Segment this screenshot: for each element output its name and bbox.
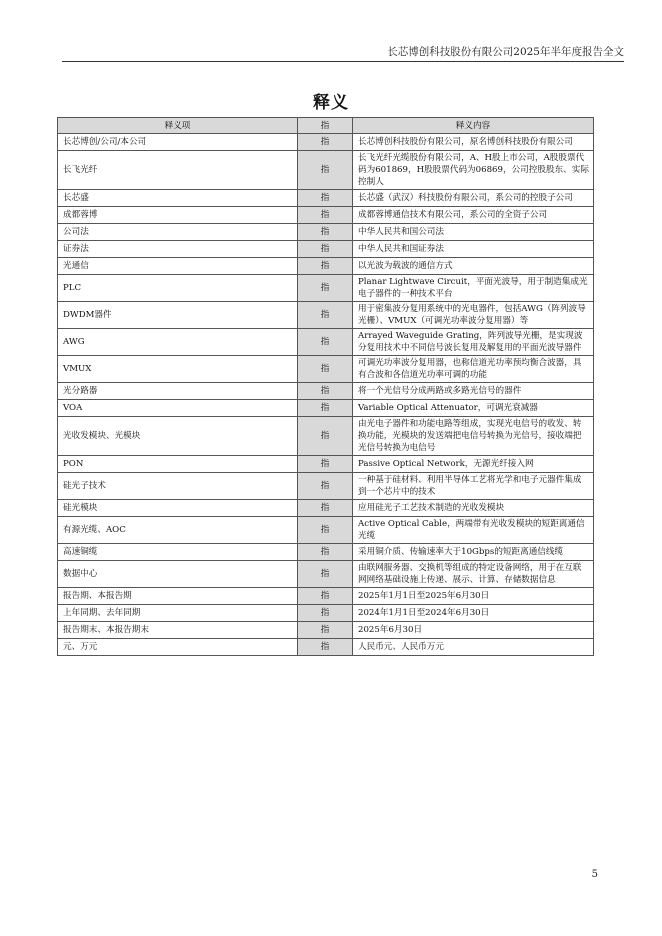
- table-row: [58, 400, 594, 417]
- term-cell: 公司法: [58, 224, 298, 241]
- page-header: 长芯博创科技股份有限公司2025年半年度报告全文: [387, 46, 624, 58]
- term-cell: 硅光子技术: [58, 473, 298, 500]
- term-cell: 长芯盛: [58, 190, 298, 207]
- definition-cell: 人民币元、人民币万元: [353, 639, 594, 656]
- definition-cell: 用于密集波分复用系统中的光电器件，包括AWG（阵列波导光栅）、VMUX（可调光功率波分复用器）等: [353, 302, 594, 329]
- table-row: [58, 356, 594, 383]
- refers-cell: 指: [298, 207, 353, 224]
- term-cell: 高速铜缆: [58, 544, 298, 561]
- definition-cell: 2025年6月30日: [353, 622, 594, 639]
- refers-cell: 指: [298, 588, 353, 605]
- term-cell: DWDM器件: [58, 302, 298, 329]
- table-row: [58, 207, 594, 224]
- refers-cell: 指: [298, 383, 353, 400]
- definition-cell: 以光波为载波的通信方式: [353, 258, 594, 275]
- definition-cell: 2025年1月1日至2025年6月30日: [353, 588, 594, 605]
- refers-cell: 指: [298, 356, 353, 383]
- refers-cell: 指: [298, 275, 353, 302]
- term-cell: 成都蓉博: [58, 207, 298, 224]
- refers-cell: 指: [298, 151, 353, 190]
- term-cell: 证券法: [58, 241, 298, 258]
- table-body: [58, 134, 594, 656]
- table-row: [58, 151, 594, 190]
- definition-cell: Variable Optical Attenuator，可调光衰减器: [353, 400, 594, 417]
- table-row: [58, 224, 594, 241]
- term-cell: 光通信: [58, 258, 298, 275]
- definition-cell: 成都蓉博通信技术有限公司，系公司的全资子公司: [353, 207, 594, 224]
- definition-cell: Planar Lightwave Circuit，平面光波导，用于制造集成光电子器件的一种技术平台: [353, 275, 594, 302]
- table-row: [58, 517, 594, 544]
- definition-cell: 由联网服务器、交换机等组成的特定设备网络，用于在互联网网络基础设施上传递、展示、计算、存储数据信息: [353, 561, 594, 588]
- column-header-definition: 释义内容: [353, 118, 594, 134]
- definition-cell: Passive Optical Network，无源光纤接入网: [353, 456, 594, 473]
- term-cell: 报告期、本报告期: [58, 588, 298, 605]
- refers-cell: 指: [298, 639, 353, 656]
- definition-cell: 采用铜介质、传输速率大于10Gbps的短距离通信线缆: [353, 544, 594, 561]
- refers-cell: 指: [298, 302, 353, 329]
- refers-cell: 指: [298, 329, 353, 356]
- table-row: [58, 561, 594, 588]
- refers-cell: 指: [298, 544, 353, 561]
- term-cell: 有源光缆、AOC: [58, 517, 298, 544]
- refers-cell: 指: [298, 561, 353, 588]
- table-row: [58, 544, 594, 561]
- refers-cell: 指: [298, 224, 353, 241]
- table-row: [58, 258, 594, 275]
- refers-cell: 指: [298, 605, 353, 622]
- definition-cell: Arrayed Waveguide Grating，阵列波导光栅，是实现波分复用技术中不同信号波长复用及解复用的平面光波导器件: [353, 329, 594, 356]
- table-row: [58, 473, 594, 500]
- table-row: [58, 302, 594, 329]
- term-cell: 报告期末、本报告期末: [58, 622, 298, 639]
- page-title: 释义: [313, 93, 349, 113]
- definition-cell: 长芯盛（武汉）科技股份有限公司，系公司的控股子公司: [353, 190, 594, 207]
- term-cell: 光分路器: [58, 383, 298, 400]
- term-cell: 硅光模块: [58, 500, 298, 517]
- refers-cell: 指: [298, 134, 353, 151]
- term-cell: 长飞光纤: [58, 151, 298, 190]
- refers-cell: 指: [298, 473, 353, 500]
- table-header-row: [58, 118, 594, 134]
- header-rule: [62, 61, 624, 62]
- term-cell: 数据中心: [58, 561, 298, 588]
- table-row: [58, 456, 594, 473]
- term-cell: VMUX: [58, 356, 298, 383]
- refers-cell: 指: [298, 417, 353, 456]
- column-header-term: 释义项: [58, 118, 298, 134]
- term-cell: PON: [58, 456, 298, 473]
- term-cell: 上年同期、去年同期: [58, 605, 298, 622]
- definition-cell: 将一个光信号分成两路或多路光信号的器件: [353, 383, 594, 400]
- term-cell: VOA: [58, 400, 298, 417]
- definition-cell: 中华人民共和国公司法: [353, 224, 594, 241]
- table-row: [58, 190, 594, 207]
- term-cell: 元、万元: [58, 639, 298, 656]
- table-row: [58, 241, 594, 258]
- refers-cell: 指: [298, 190, 353, 207]
- refers-cell: 指: [298, 500, 353, 517]
- table-row: [58, 588, 594, 605]
- column-header-refers: 指: [298, 118, 353, 134]
- refers-cell: 指: [298, 517, 353, 544]
- definition-cell: 长飞光纤光缆股份有限公司，A、H股上市公司，A股股票代码为601869，H股股票代码为06869，公司控股股东、实际控制人: [353, 151, 594, 190]
- refers-cell: 指: [298, 400, 353, 417]
- definition-cell: 应用硅光子工艺技术制造的光收发模块: [353, 500, 594, 517]
- definition-cell: Active Optical Cable，两端带有光收发模块的短距离通信光缆: [353, 517, 594, 544]
- table-row: [58, 134, 594, 151]
- definition-cell: 一种基于硅材料、利用半导体工艺将光学和电子元器件集成到一个芯片中的技术: [353, 473, 594, 500]
- term-cell: 长芯博创/公司/本公司: [58, 134, 298, 151]
- term-cell: AWG: [58, 329, 298, 356]
- table-row: [58, 275, 594, 302]
- refers-cell: 指: [298, 622, 353, 639]
- page-number: 5: [591, 869, 598, 880]
- table-row: [58, 500, 594, 517]
- table-row: [58, 639, 594, 656]
- term-cell: PLC: [58, 275, 298, 302]
- definition-cell: 中华人民共和国证券法: [353, 241, 594, 258]
- table-row: [58, 383, 594, 400]
- refers-cell: 指: [298, 456, 353, 473]
- definition-cell: 长芯博创科技股份有限公司，原名博创科技股份有限公司: [353, 134, 594, 151]
- definition-cell: 2024年1月1日至2024年6月30日: [353, 605, 594, 622]
- definition-cell: 由光电子器件和功能电路等组成，实现光电信号的收发、转换功能，光模块的发送端把电信号转换为光信号，接收端把光信号转换为电信号: [353, 417, 594, 456]
- definition-cell: 可调光功率波分复用器，也称信道光功率预均衡合波器，具有合波和各信道光功率可调的功能: [353, 356, 594, 383]
- table-row: [58, 605, 594, 622]
- table-row: [58, 417, 594, 456]
- table-row: [58, 329, 594, 356]
- term-cell: 光收发模块、光模块: [58, 417, 298, 456]
- definitions-table: [57, 117, 594, 656]
- refers-cell: 指: [298, 258, 353, 275]
- refers-cell: 指: [298, 241, 353, 258]
- table-row: [58, 622, 594, 639]
